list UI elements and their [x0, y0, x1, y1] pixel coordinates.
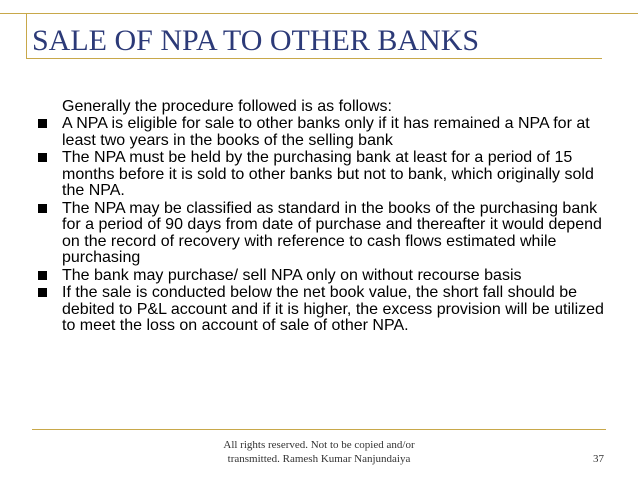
bullet-text: If the sale is conducted below the net book value, the short fall should be debited to P&L account and if it is higher, the excess provision will be utilized to meet the loss on account of sale of other NPA. [62, 284, 604, 334]
footer-line-1: All rights reserved. Not to be copied and/or [223, 439, 415, 451]
title-underline-rule [26, 58, 602, 59]
title-vertical-rule [26, 13, 27, 58]
bullet-item [38, 201, 608, 267]
page-number: 37 [593, 453, 604, 465]
square-bullet-icon [38, 204, 47, 213]
intro-text: Generally the procedure followed is as follows: [62, 98, 392, 115]
slide-title: SALE OF NPA TO OTHER BANKS [32, 24, 480, 57]
square-bullet-icon [38, 271, 47, 280]
square-bullet-icon [38, 153, 47, 162]
footer-rule [32, 429, 606, 430]
bullet-text: A NPA is eligible for sale to other banks only if it has remained a NPA for at least two years in the books of the selling bank [62, 115, 590, 149]
bullet-item [38, 150, 608, 200]
bullet-list [38, 116, 608, 336]
footer-copyright [200, 438, 438, 466]
bullet-item [38, 268, 608, 285]
square-bullet-icon [38, 119, 47, 128]
top-rule [0, 13, 638, 14]
bullet-item [38, 116, 608, 149]
bullet-text: The NPA must be held by the purchasing bank at least for a period of 15 months before it is sold to other banks but not to bank, which originally sold the NPA. [62, 149, 594, 199]
footer-line-2: transmitted. Ramesh Kumar Nanjundaiya [227, 453, 411, 465]
bullet-item [38, 285, 608, 335]
bullet-text: The NPA may be classified as standard in the books of the purchasing bank for a period of 90 days from date of purchase and thereafter it would depend on the record of recovery with reference to cash flows estimated while purchasing [62, 199, 602, 266]
square-bullet-icon [38, 288, 47, 297]
bullet-text: The bank may purchase/ sell NPA only on without recourse basis [62, 266, 522, 284]
